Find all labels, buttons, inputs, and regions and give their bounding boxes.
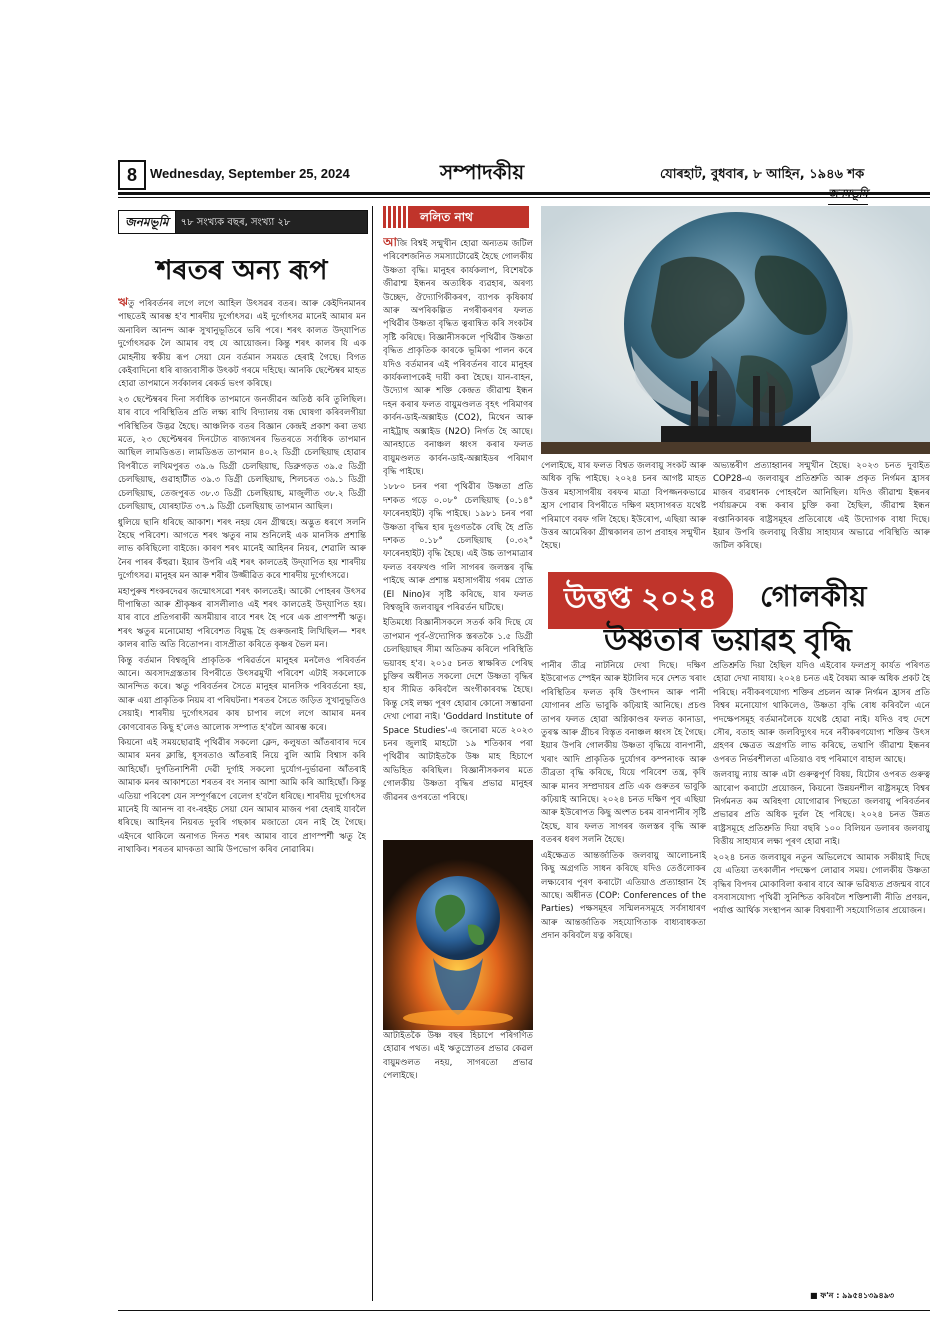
article-paragraph: আটাইতকৈ উষ্ণ বছৰ হিচাপে পৰিগণিত হোৱাৰ পথত। এই ঋতুস্রোতৰ প্ৰভাৱ কেৱল বায়ুমণ্ডলত নহয়, সাগৰতো প্ৰভাৱ পেলাইছে। xyxy=(383,1030,533,1082)
page-number: 8 xyxy=(118,160,146,190)
article-paragraph: এইক্ষেত্ৰত আন্তৰ্জাতিক জলবায়ু আলোচনাই কিছু অগ্ৰগতি সাধন কৰিছে যদিও তেওঁলোকৰ লক্ষ্যবোৰ পূৰণ কৰাটো এতিয়াও প্ৰত্যাহ্বান হৈ আছে। অধীনত (COP: Conferences of the Parties) পক্ষসমূহৰ সন্মিলনসমূহে সৰ্বসাধাৰণ আৰু আন্তৰ্জাতিক সহযোগিতাক বাধ্যবাধকতা প্ৰদান কৰিবলৈ যত্ন কৰিছে। xyxy=(541,850,706,942)
earth-pollution-illustration xyxy=(541,206,930,454)
masthead-issue: ৭৮ সংখ্যক বছৰ, সংখ্যা ২৮ xyxy=(176,211,367,233)
header-rule xyxy=(118,192,930,195)
article-column xyxy=(713,660,930,1310)
editorial-paragraph: তু পৰিবৰ্তনৰ লগে লগে আহিল উৎসৱৰ বতৰ। আৰু কেইদিনমানৰ পাছতেই আৰম্ভ হ'ব শাৰদীয় দুৰ্গোৎসৱ। এই দুৰ্গোৎসৱ মানেই আমাৰ মন অনাবিল আনন্দ আৰু সুখানুভূতিৰে ভৰি পৰে। শৰৎ কালত উদ্‌যাপিত দুৰ্গোৎসৱক লৈ আমাৰ বহু যে আয়োজন। কিন্তু শৰৎ কালৰ যি এক মোহনীয় স্বকীয় ৰূপ সেয়া যেন বৰ্তমান সময়ত হেৰাই গৈছে। বিগত কেইবাদিনো ধৰি ৰাজ্যবাসীক উৎকট গৰমে দহিছে। আনকি ছেপ্টেম্বৰ মাহত হোৱা তাপমানে সৰ্বকালৰ ৰেকৰ্ড ভংগ কৰিছে। xyxy=(118,299,366,390)
article-paragraph: জি বিশ্বই সন্মুখীন হোৱা অন্যতম জটিল পৰিবেশজনিত সমস্যাটোৱেই হৈছে গোলকীয় উষ্ণতা বৃদ্ধি। মানুহৰ কাৰ্যকলাপ, বিশেষকৈ জীৱাশ্ম ইন্ধনৰ অত্যধিক ব্যৱহাৰ, অৰণ্য উচ্ছেদ, ঔদ্যোগিকীকৰণ, ব্যাপক কৃষিকাৰ্য আৰু অপৰিকল্পিত নগৰীকৰণৰ ফলত পৃথিৱীৰ উষ্ণতা বৃদ্ধিত ত্বৰান্বিত কৰি সংকটৰ সৃষ্টি কৰিছে। বিজ্ঞানীসকলে পৃথিৱীৰ উষ্ণতা বৃদ্ধিত প্ৰাকৃতিক কাৰকে ভূমিকা পালন কৰে যদিও বৰ্তমানৰ এই পৰিবৰ্তনৰ বাবে মানুহৰ কাৰ্যকলাপকেই দায়ী কৰা হৈছে। যান-বাহন, উদ্যোগ আৰু শক্তি কেন্দ্ৰত জীৱাশ্ম ইন্ধন দহন কৰাৰ ফলত বায়ুমণ্ডলত বৃহৎ পৰিমাণৰ কাৰ্বন-ডাই-অক্সাইড (CO2), মিথেন আৰু নাইট্ৰাছ অক্সাইড (N2O) নিৰ্গত হৈ আছে। আনহাতে বনাঞ্চল ধ্বংস কৰাৰ ফলত বায়ুমণ্ডলত কাৰ্বন-ডাই-অক্সাইডৰ পৰিমাণ বৃদ্ধি পাইছে। xyxy=(383,239,533,477)
editorial-paragraph: ২৩ ছেপ্টেম্বৰৰ দিনা সৰ্বাধিক তাপমানে জনজীৱন অতিষ্ঠ কৰি তুলিছিল। যাৰ বাবে পৰিস্থিতিৰ প্ৰতি লক্ষ্য ৰাখি বিদ্যালয় বন্ধ ঘোষণা কৰিবলগীয়া পৰিস্থিতিৰ উদ্ভৱ হৈছে। আঞ্চলিক বতৰ বিজ্ঞান কেন্দ্ৰই প্ৰকাশ কৰা তথ্য মতে, ২৩ ছেপ্টেম্বৰৰ দিনটোত ৰাজ্যখনৰ ভিতৰতে সৰ্বাধিক তাপমান আছিল লামডিঙত। লামডিঙত তাপমান ৪০.২ ডিগ্ৰী চেলছিয়াছ হোৱাৰ বিপৰীতে লখিমপুৰত ৩৯.৬ ডিগ্ৰী চেলছিয়াছ, ডিব্ৰুগড়ত ৩৯.৫ ডিগ্ৰী চেলছিয়াছ, গুৱাহাটীত ৩৯.৩ ডিগ্ৰী চেলছিয়াছ, শিলচৰত ৩৯.১ ডিগ্ৰী চেলছিয়াছ, তেজপুৰত ৩৮.৩ ডিগ্ৰী চেলছিয়াছ, মাজুলীত ৩৮.২ ডিগ্ৰী চেলছিয়াছ, যোৰহাটত ৩৭.৯ ডিগ্ৰী চেলছিয়াছ তাপমান আছিল। xyxy=(118,394,366,513)
masthead xyxy=(118,210,368,234)
header-rule-thin xyxy=(118,197,930,198)
author-name: ললিত নাথ xyxy=(420,210,473,224)
article-paragraph: ২০২৪ চনত জলবায়ুৰ নতুন অভিলেখে আমাক সকীয়াই দিছে যে এতিয়া তৎকালীন পদক্ষেপ লোৱাৰ সময়। গোলকীয় উষ্ণতা বৃদ্ধিৰ বিপদৰ মোকাবিলা কৰাৰ বাবে আৰু ভৱিষ্যত প্ৰজন্মৰ বাবে বসবাসযোগ্য পৃথিৱী সুনিশ্চিত কৰিবলৈ শক্তিশালী নীতি প্ৰণয়ন, পৰ্যাপ্ত আৰ্থিক সংস্থাপন আৰু বিশ্বব্যাপী সহযোগিতাৰ প্ৰয়োজন। xyxy=(713,852,930,917)
melting-earth-illustration xyxy=(383,840,533,1030)
section-title: সম্পাদকীয় xyxy=(440,160,525,184)
editorial-paragraph: ধুলিয়ে ছানি ধৰিছে আকাশ। শৰৎ নহয় যেন গ্ৰীষ্মহে। অদ্ভুত ধৰণে সলনি হৈছে পৰিবেশ। আগতে শৰৎ ঋতুৰ নাম শুনিলেই এক মানসিক প্ৰশান্তি লাভ কৰিছিলো বাইজে। কাৰণ শৰৎ মানেই আহিনৰ নিয়ৰ, শেৱালি আৰু নৈৰ পাৰৰ কঁহুৱা। ইয়াৰ উপৰি এই শৰৎ কালতেই উদ্‌যাপিত হয় শাৰদীয় দুৰ্গোৎসৱ। মানুহৰ মন আৰু শৰীৰ উজ্জীৱিত কৰে শাৰদীয় দুৰ্গোৎসৱে। xyxy=(118,517,366,582)
editorial-paragraph: কিন্তু বৰ্তমান বিশ্বজুৰি প্ৰাকৃতিক পৰিৱৰ্তনে মানুহৰ মনলৈও পৰিবৰ্তন আনে। অবসাদগ্ৰস্ততাৰ বিপৰীতে উৎসৱমুখী পৰিবেশ এটাই সকলোকে আনন্দিত কৰে। ঋতু পৰিবৰ্তনৰ সৈতে মানুহৰ মানসিক পৰিবৰ্তনো হয়, আৰু এয়া প্ৰাকৃতিক নিয়ম বা পৰিঘটনা। শৰতৰ সৈতে জড়িত সুখানুভূতিও সেয়াই। শাৰদীয় দুৰ্গোৎসৱৰ কাষ চাপাৰ লগে লগে আমাৰ মনৰ কোণবোৰত কিছু হ'লেও আলোক সম্পাত হ'বলৈ আৰম্ভ কৰে। xyxy=(118,655,366,733)
article-column xyxy=(383,236,533,1308)
editorial-body xyxy=(118,296,366,1296)
editorial-title: শৰতৰ অন্য ৰূপ xyxy=(156,255,328,286)
masthead-logo: জনমভূমি xyxy=(119,211,176,233)
editorial-paragraph: কিয়নো এই সময়ছোৱাই পৃথিৱীৰ সকলো ক্লেদ, কলুষতা আঁতৰাবাৰ দৰে আমাৰ মনৰ ক্লান্তি, ধূসৰতাও আঁতৰাই নিয়ে বুলি আমি বিশ্বাস কৰি আহিছোঁ। দুৰ্গতিনাশিনী দেৱী দুৰ্গাই সকলো দুৰ্যোগ-দুৰ্ভাৱনা আঁতৰাই আমাক মনৰ আকাশতো শৰতৰ বং সনাৰ আশা আমি কৰি আহিছোঁ। কিন্তু এতিয়া পৰিবেশ যেন সম্পূৰ্ণৰূপে বেলেগ হ'বলৈ ধৰিছে। শাৰদীয় দুৰ্গোৎসৱ মানেই যি আনন্দ বা বং-ৰহইচ সেয়া যেন আমাৰ মাজৰ পৰা হেৰাই যাবলৈ ধৰিছে। আহিনৰ নিয়ৰত দুবৰি গছকাৰ মজাতো যেন নাই হৈ গৈছে। এইদৰে থাকিলে অনাগত দিনত শৰৎ আমাৰ বাবে প্ৰাণস্পৰ্শী ঋতু হৈ নাথাকিব। শৰতৰ মাদকতা আমি উপভোগ কৰিব নোৱাৰিম। xyxy=(118,738,366,856)
article-drop-cap: আ xyxy=(383,236,397,249)
phone-number: ■ ফ'ন : ৯৯৫৪১৩৯৪৯৩ xyxy=(810,1291,895,1300)
article-paragraph: জলবায়ু ন্যায় আৰু এটা গুৰুত্বপূৰ্ণ বিষয়, যিটোৰ ওপৰত গুৰুত্ব আৰোপ কৰাটো প্ৰয়োজন, কিয়নো উন্নয়নশীল ৰাষ্ট্ৰসমূহে বিশ্বৰ নিৰ্গমনত কম অৰিহণা যোগোৱাৰ পিছতো জলবায়ু পৰিবৰ্তনৰ প্ৰভাৱৰ প্ৰতি অধিক দুৰ্বল হৈ পৰিছে। ২০২৪ চনত উন্নত ৰাষ্ট্ৰসমূহে প্ৰতিশ্ৰুতি দিয়া বছৰি ১০০ বিলিয়ন ডলাৰৰ জলবায়ু বিত্তীয় সাহায্যৰ লক্ষ্য পূৰণ হোৱা নাই। xyxy=(713,770,930,848)
headline-line-2: গোলকীয় xyxy=(760,579,867,613)
article-column xyxy=(541,660,706,1200)
header-location-date: যোৰহাট, বুধবাৰ, ৮ আহিন, ১৯৪৬ শক xyxy=(660,167,865,182)
header-date: Wednesday, September 25, 2024 xyxy=(150,166,350,181)
column-divider xyxy=(372,206,373,1301)
headline-line-3: উষ্ণতাৰ ভয়াৱহ বৃদ্ধি xyxy=(604,623,852,658)
editorial-paragraph: মহাপুৰুষ শংকৰদেৱৰ জন্মোৎসৱো শৰৎ কালতেই। আকৌ পোহৰৰ উৎসৱ দীপাম্বিতা আৰু শ্ৰীকৃষ্ণৰ ৰাসলীলাও এই শৰৎ কালতেই উদ্‌যাপিত হয়। যাৰ বাবে প্ৰতিগৰাকী অসমীয়াৰ বাবে শৰৎ হৈ পৰে এক প্ৰাণস্পৰ্শী ঋতু। শৰৎ ঋতুৰ মনোমোহা পৰিবেশত বিমুগ্ধ হৈ গুৰুজনাই লিখিছিল— শৰৎ কালৰ ৰাতি অতি বিতোপন। বাসপ্ৰীতা কৰিতে কৃষ্ণৰ ভৈল মন। xyxy=(118,586,366,651)
article-paragraph: পানীৰ তীব্ৰ নাটনিয়ে দেখা দিছে। দক্ষিণ ইউৰোপত স্পেইন আৰু ইটালিৰ দৰে দেশত খৰাং পৰিস্থিতিৰ ফলত কৃষি উৎপাদন আৰু পানী যোগানৰ প্ৰতি ভাবুকি কঢ়িয়াই আনিছে। প্ৰচণ্ড তাপৰ ফলত হোৱা অগ্নিকাণ্ডৰ ফলত কানাডা, তুৰস্ক আৰু গ্ৰীচৰ বিস্তৃত বনাঞ্চল ধ্বংস হৈ গৈছে। ইয়াৰ উপৰি গোলকীয় উষ্ণতা বৃদ্ধিয়ে বানপানী, খৰাং আদি প্ৰাকৃতিক দুৰ্যোগৰ কম্পনাংক আৰু তীব্ৰতা বৃদ্ধি কৰিছে, যিয়ে পৰিবেশ তন্ত্ৰ, কৃষি আৰু মানব সম্প্ৰদায়ৰ প্ৰতি এক গুৰুতৰ ভাবুকি কঢ়িয়াই আনিছে। ২০২৪ চনত দক্ষিণ পূব এছিয়া আৰু ইউৰোপত কিছু অংশত চৰম বানপানীৰ সৃষ্টি হৈছে, যাৰ ফলত সাগৰৰ জলস্তৰ বৃদ্ধি আৰু বতৰৰ ধৰণ সলনি হৈছে। xyxy=(541,661,706,846)
article-paragraph: ইতিমধ্যে বিজ্ঞানীসকলে সতৰ্ক কৰি দিছে যে তাপমান পূৰ্ব-ঔদ্যোগিক স্তৰতকৈ ১.৫ ডিগ্ৰী চেলছিয়াছৰ সীমা অতিক্ৰম কৰিলে পৰিস্থিতি ভয়াবহ হ'ব। ২০১৫ চনত স্বাক্ষৰিত পেৰিছ চুক্তিৰ অধীনত সকলো দেশে উষ্ণতা বৃদ্ধিৰ হাৰ সীমিত কৰিবলৈ অংগীকাৰবদ্ধ হৈছে। কিন্তু সেই লক্ষ্য পূৰণ হোৱাৰ কোনো সম্ভাৱনা দেখা পোৱা নাই। 'Goddard Institute of Space Studies'-এ জনোৱা মতে ২০২৩ চনৰ জুলাই মাহটো ১৯ শতিকাৰ পৰা পৃথিৱীৰ আটাইতকৈ উষ্ণ মাহ হিচাপে অভিহিত কৰিছিল। বিজ্ঞানীসকলৰ মতে গোলকীয় উষ্ণতা বৃদ্ধিৰ প্ৰভাৱ মানুহৰ জীৱনৰ ওপৰতো পৰিছে। xyxy=(383,618,533,803)
header-logo xyxy=(828,185,868,205)
article-paragraph: প্ৰতিশ্ৰুতি দিয়া হৈছিল যদিও এইবোৰ ফলপ্ৰসূ কাৰ্যত পৰিণত হোৱা দেখা নাযায়। ২০২৪ চনত এই বৈষম্য আৰু অধিক প্ৰকট হৈ পৰিছে। নবীকৰণযোগ্য শক্তিৰ প্ৰচলন আৰু নিৰ্গমন হ্ৰাসৰ প্ৰতি বিশ্বৰ মনোযোগ থাকিলেও, উষ্ণতা বৃদ্ধি ৰোধ কৰিবলৈ এনে পদক্ষেপসমূহ বৰ্তমানলৈকে যথেষ্ট হোৱা নাই। যদিও বহু দেশে সৌৰ, বতাহ আৰু জলবিদ্যুৎৰ দৰে নবীকৰণযোগ্য শক্তিৰ উৎস গ্ৰহণৰ ক্ষেত্ৰত অগ্ৰগতি লাভ কৰিছে, তথাপি জীৱাশ্ম ইন্ধনৰ ওপৰত নিৰ্ভৰশীলতা এতিয়াও বহু পৰিমাণে বাহাল আছে। xyxy=(713,661,930,765)
melting-earth-image xyxy=(383,840,533,1030)
footer-rule xyxy=(118,1310,930,1311)
article-column: পেলাইছে, যাৰ ফলত বিশ্বত জলবায়ু সংকট আৰু অধিক বৃদ্ধি পাইছে। ২০২৪ চনৰ আগষ্ট মাহত উত্তৰ মহাসাগৰীয় বৰফৰ মাত্ৰা বিপজ্জনকভাৱে হ্ৰাস পোৱাৰ বিপৰীতে দক্ষিণ মহাসাগৰত যথেষ্ট পৰিমাণে বৰফ গলি হৈছে। ইউৰোপ, এছিয়া আৰু উত্তৰ আমেৰিকা গ্ৰীষ্মকালৰ তাপ প্ৰবাহৰ সন্মুখীন হৈছে। xyxy=(541,461,706,552)
hero-earth-smokestack-image xyxy=(541,206,930,454)
article-column: অভ্যন্তৰীণ প্ৰত্যাহ্বানৰ সন্মুখীন হৈছে। ২০২৩ চনত দুবাইত COP28-এ জলবায়ুৰ প্ৰতিশ্ৰুতি আৰু প্ৰকৃত নিৰ্গমন হ্ৰাসৰ মাজৰ ব্যৱধানক পোহৰলৈ আনিছিল। যদিও জীৱাশ্ম ইন্ধনৰ পৰ্যায়ক্ৰমে বন্ধ কৰাৰ চুক্তি কৰা হৈছিল, জীৱাশ্ম ইন্ধন ৰপ্তানিকাৰক ৰাষ্ট্ৰসমূহৰ প্ৰতিৰোধে এই উদ্যোগক বাধা দিছে। ইয়াৰ উপৰি জলবায়ু বিত্তীয় সাহায্যৰ অভাৱে পৰিস্থিতি আৰু জটিল কৰিছে। xyxy=(713,461,930,552)
editorial-drop-cap: ঋ xyxy=(118,296,128,309)
article-paragraph: ১৮৮০ চনৰ পৰা পৃথিৱীৰ উষ্ণতা প্ৰতি দশকত গড়ে ০.০৮° চেলছিয়াছ (০.১৪° ফাৰেনহাইট) বৃদ্ধি পাইছে। ১৯৮১ চনৰ পৰা উষ্ণতা বৃদ্ধিৰ হাৰ দুগুণতকৈ বেছি হৈ প্ৰতি দশকত ০.১৮° চেলছিয়াছ (০.৩২° ফাৰেনহাইট) বৃদ্ধি হৈছে। এই উচ্চ তাপমাত্ৰাৰ ফলত বৰফখণ্ড গলি সাগৰৰ জলস্তৰ বৃদ্ধি পাইছে আৰু প্ৰশান্ত মহাসাগৰীয় গৰম স্ৰোত (El Nino)ৰ সৃষ্টি কৰিছে, যাৰ ফলত বিশ্বজুৰি জলবায়ুৰ পৰিৱৰ্তন ঘটিছে। xyxy=(383,482,533,613)
headline-line-1: উত্তপ্ত ২০২৪ xyxy=(548,572,733,629)
